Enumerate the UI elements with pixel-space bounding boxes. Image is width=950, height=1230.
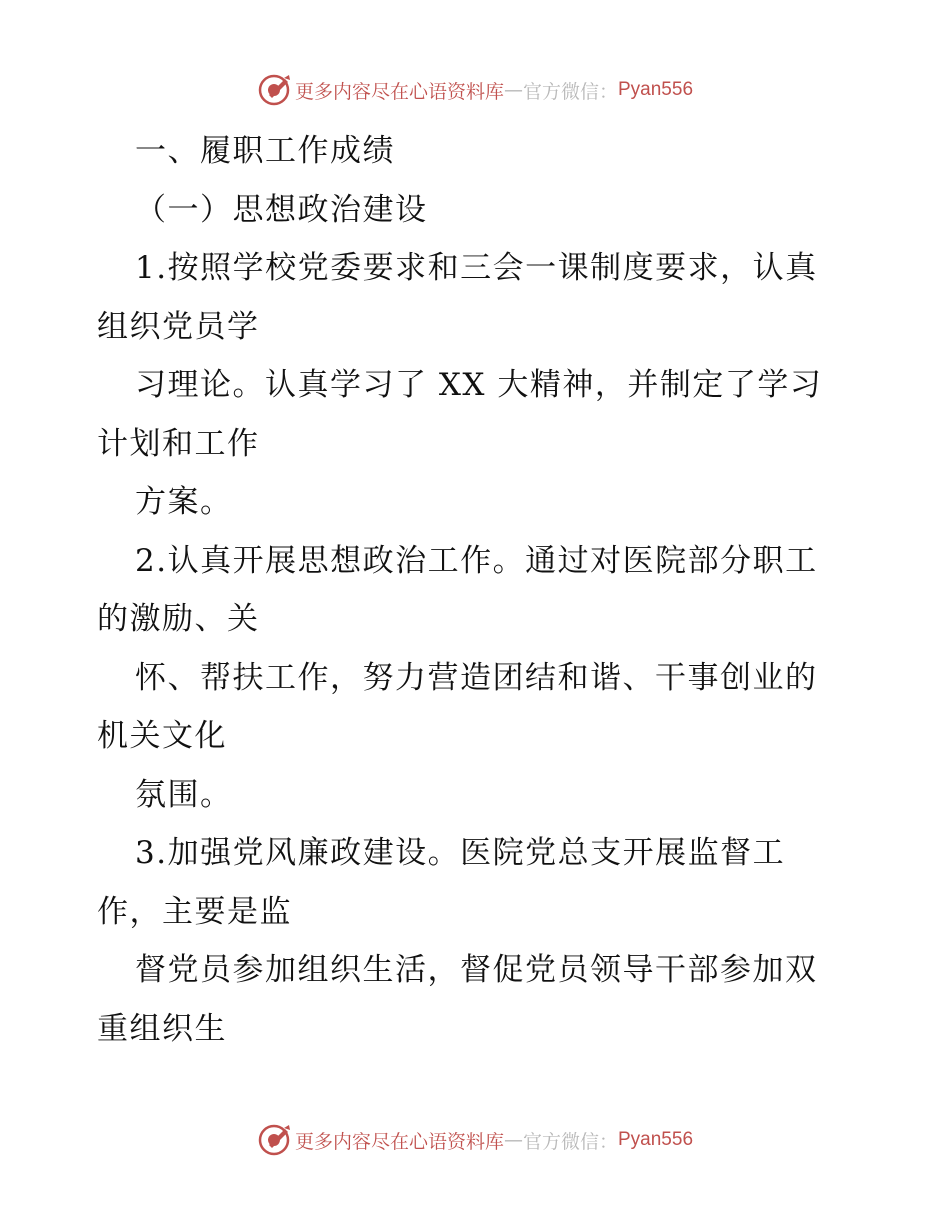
- section-heading: 一、履职工作成绩: [135, 133, 395, 169]
- paragraph-line: 重组织生: [97, 1010, 227, 1047]
- banner-id: Pyan556: [618, 79, 694, 100]
- header-watermark: [0, 70, 950, 110]
- paragraph-line: 机关文化: [97, 718, 227, 754]
- banner-dash: —: [503, 79, 523, 101]
- paragraph-line: 习理论。认真学习了 XX 大精神，并制定了学习: [135, 367, 823, 403]
- banner-label: 官方微信：: [522, 1130, 618, 1153]
- paragraph-line: 作，主要是监: [97, 893, 292, 930]
- banner-dash: —: [503, 1129, 523, 1151]
- banner-id: Pyan556: [618, 1129, 694, 1150]
- paragraph-line: 计划和工作: [97, 425, 260, 462]
- paragraph-line: 怀、帮扶工作，努力营造团结和谐、干事创业的: [135, 659, 818, 696]
- paragraph-line: 1.按照学校党委要求和三会一课制度要求，认真: [135, 250, 818, 286]
- paragraph-line: 组织党员学: [97, 308, 260, 345]
- subsection-heading: （一）思想政治建设: [135, 191, 428, 228]
- paragraph-line: 2.认真开展思想政治工作。通过对医院部分职工: [135, 542, 818, 579]
- pen-nib-icon: [257, 73, 291, 107]
- pen-nib-icon: [257, 1123, 291, 1157]
- paragraph-line: 督党员参加组织生活，督促党员领导干部参加双: [135, 952, 818, 988]
- banner-label: 官方微信：: [522, 80, 618, 103]
- banner-text: 更多内容尽在心语资料库: [294, 80, 504, 103]
- paragraph-line: 的激励、关: [97, 601, 260, 637]
- banner-text: 更多内容尽在心语资料库: [294, 1130, 504, 1153]
- paragraph-line: 方案。: [135, 484, 233, 520]
- paragraph-line: 氛围。: [135, 776, 233, 813]
- footer-watermark: [0, 1120, 950, 1160]
- document-body: [97, 122, 857, 1058]
- paragraph-line: 3.加强党风廉政建设。医院党总支开展监督工: [135, 835, 786, 871]
